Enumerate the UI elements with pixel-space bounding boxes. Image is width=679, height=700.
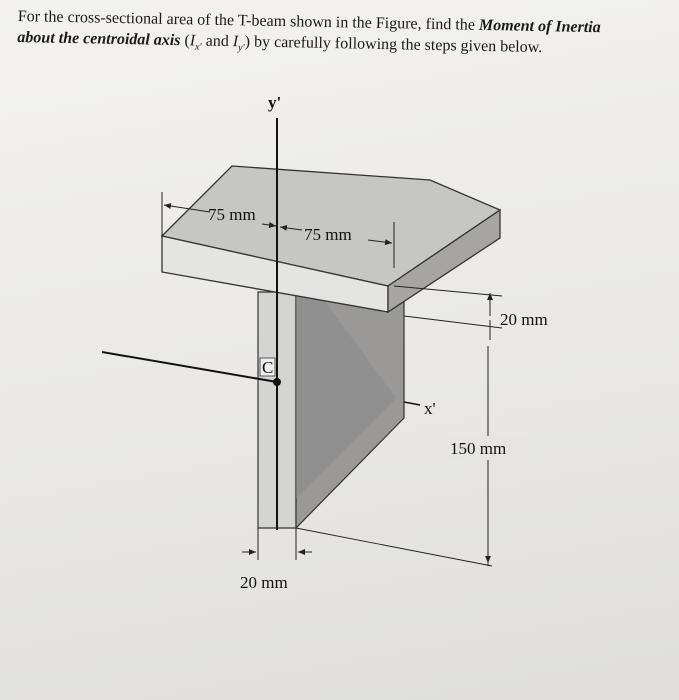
x-axis-label: x': [424, 399, 436, 418]
dim-flange-right-label: 75 mm: [304, 225, 352, 244]
dim-flange-thk-ext-bottom: [404, 316, 502, 328]
iy-symbol: I: [232, 33, 239, 51]
iy-subscript: y': [237, 42, 245, 54]
ix-symbol: I: [189, 32, 196, 50]
problem-line1-prefix: For the cross-sectional area of the T-beam shown in the Figure, find the: [17, 7, 480, 34]
dim-flange-left-label: 75 mm: [208, 205, 256, 224]
centroidal-axis-emphasis: about the centroidal axis: [17, 28, 181, 50]
y-axis-label: y': [268, 93, 282, 112]
dim-web-thickness-label: 20 mm: [240, 573, 288, 592]
moment-of-inertia-emphasis: Moment of Inertia: [478, 16, 601, 37]
dim-web-height-ext: [296, 528, 492, 566]
x-axis-line: [102, 352, 277, 382]
centroid-label: C: [262, 358, 274, 377]
problem-line2-suffix: ) by carefully following the steps given below.: [244, 33, 543, 57]
dim-flange-thickness-label: 20 mm: [500, 310, 548, 329]
and-text: and: [201, 32, 233, 51]
centroid-dot: [273, 378, 281, 386]
paren-open: (: [180, 32, 190, 50]
dim-web-height-label: 150 mm: [450, 439, 507, 458]
x-axis-line-hidden: [404, 402, 420, 405]
ix-subscript: x': [194, 41, 202, 53]
